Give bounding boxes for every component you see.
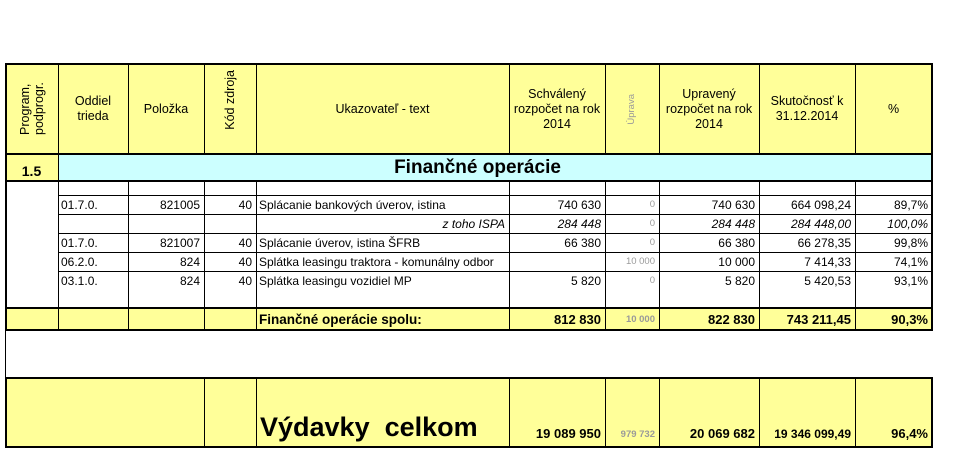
cell-polozka: 821007 [159, 235, 200, 250]
cell-skutocnost: 66 278,35 [797, 235, 851, 250]
cell-schvaleny: 5 820 [570, 273, 601, 288]
cell-skutocnost: 284 448,00 [790, 216, 851, 231]
header-uprava-label: Úprava [626, 93, 637, 125]
grid-line [5, 329, 933, 331]
header-oddiel: Oddiel trieda [74, 94, 112, 123]
grid-line [128, 64, 129, 154]
grid-line [605, 378, 606, 447]
rows-left-background [5, 181, 58, 308]
grid-line [759, 64, 760, 154]
cell-percent: 89,7% [893, 197, 928, 212]
cell-upraveny: 5 820 [724, 273, 755, 288]
header-percent: % [887, 101, 900, 116]
section-program: 1.5 [21, 162, 42, 179]
grid-line [855, 181, 856, 330]
grid-line [759, 378, 760, 447]
grid-line [931, 377, 933, 448]
grid-line [256, 64, 257, 154]
subtotal-schvaleny: 812 830 [554, 311, 601, 327]
grid-line [58, 214, 932, 215]
cell-percent: 74,1% [893, 254, 928, 269]
header-ukazovatel: Ukazovateľ - text [335, 101, 430, 116]
cell-schvaleny: 284 448 [557, 216, 601, 231]
grid-line [58, 271, 932, 272]
subtotal-upraveny: 822 830 [708, 311, 755, 327]
cell-oddiel [58, 214, 128, 233]
grid-line [509, 181, 510, 330]
grid-line [5, 377, 7, 448]
header-polozka: Položka [143, 101, 189, 116]
grid-line [58, 195, 932, 196]
total-schvaleny: 19 089 950 [535, 426, 601, 441]
cell-uprava: 0 [649, 237, 655, 248]
cell-text: Splácanie úverov, istina ŠFRB [259, 235, 421, 250]
grid-line [58, 252, 932, 253]
total-skutocnost: 19 346 099,49 [774, 427, 851, 441]
cell-upraveny: 10 000 [718, 254, 755, 269]
subtotal-percent: 90,3% [891, 311, 928, 327]
cell-text: Splátka leasingu traktora - komunálny odbor [259, 254, 494, 269]
grid-line [855, 64, 856, 154]
grid-line [659, 64, 660, 154]
total-label: Výdavky celkom [260, 412, 478, 442]
grid-line [931, 63, 933, 329]
cell-oddiel: 03.1.0. [61, 273, 98, 288]
total-upraveny: 20 069 682 [689, 426, 755, 441]
cell-polozka: 824 [179, 273, 200, 288]
cell-polozka [128, 214, 204, 233]
cell-kod: 40 [238, 235, 252, 250]
header-upraveny: Upravený rozpočet na rok 2014 [665, 86, 753, 131]
section-title: Finančné operácie [394, 156, 561, 178]
subtotal-uprava: 10 000 [625, 313, 655, 325]
cell-skutocnost: 7 414,33 [804, 254, 851, 269]
cell-kod [204, 214, 256, 233]
grid-line [5, 307, 933, 309]
grid-line [659, 378, 660, 447]
grid-line [58, 181, 59, 330]
header-kod-zdroja-label: Kód zdroja [223, 70, 237, 130]
grid-line [5, 180, 933, 182]
cell-text: Splácanie bankových úverov, istina [259, 197, 446, 212]
cell-uprava: 10 000 [625, 256, 655, 267]
cell-uprava: 0 [649, 275, 655, 286]
grid-line [855, 378, 856, 447]
grid-line [5, 153, 933, 155]
cell-kod: 40 [238, 197, 252, 212]
header-schvaleny: Schválený rozpočet na rok 2014 [513, 86, 601, 131]
cell-oddiel: 01.7.0. [61, 197, 98, 212]
header-program [5, 64, 58, 154]
grid-line [204, 181, 205, 330]
cell-polozka: 824 [179, 254, 200, 269]
grid-line [256, 181, 257, 330]
grid-line [659, 181, 660, 330]
cell-upraveny: 284 448 [711, 216, 755, 231]
grid-line [605, 181, 606, 330]
cell-percent: 93,1% [893, 273, 928, 288]
cell-skutocnost: 664 098,24 [790, 197, 851, 212]
grid-line [58, 233, 932, 234]
grid-line [204, 64, 205, 154]
cell-schvaleny [509, 252, 605, 271]
grid-line [605, 64, 606, 154]
header-kod-zdroja [204, 64, 256, 154]
subtotal-label: Finančné operácie spolu: [259, 311, 422, 327]
cell-upraveny: 66 380 [718, 235, 755, 250]
cell-schvaleny: 740 630 [557, 197, 601, 212]
cell-text: z toho ISPA [442, 216, 505, 231]
cell-oddiel: 06.2.0. [61, 254, 98, 269]
grid-line [5, 63, 933, 65]
grid-line [5, 330, 6, 378]
total-percent: 96,4% [891, 426, 928, 441]
grid-line [759, 181, 760, 330]
cell-text: Splátka leasingu vozidiel MP [259, 273, 412, 288]
grid-line [58, 154, 59, 181]
cell-upraveny: 740 630 [711, 197, 755, 212]
grid-line [509, 64, 510, 154]
grid-line [256, 378, 257, 447]
grid-line [5, 377, 933, 379]
grid-line [58, 64, 59, 154]
header-skutocnost: Skutočnosť k 31.12.2014 [770, 94, 844, 123]
cell-polozka: 821005 [159, 197, 200, 212]
cell-skutocnost: 5 420,53 [804, 273, 851, 288]
cell-percent: 99,8% [893, 235, 928, 250]
cell-uprava: 0 [649, 218, 655, 229]
cell-uprava: 0 [649, 199, 655, 210]
cell-percent: 100,0% [887, 216, 928, 231]
header-uprava [605, 64, 659, 154]
header-program-label: Program, podprogr. [17, 82, 46, 136]
grid-line [204, 378, 205, 447]
cell-kod: 40 [238, 273, 252, 288]
total-uprava: 979 732 [620, 429, 655, 440]
subtotal-skutocnost: 743 211,45 [786, 311, 851, 327]
cell-schvaleny: 66 380 [564, 235, 601, 250]
grid-line [509, 378, 510, 447]
grid-line [5, 446, 933, 448]
cell-kod: 40 [238, 254, 252, 269]
grid-line [5, 63, 7, 329]
cell-oddiel: 01.7.0. [61, 235, 98, 250]
grid-line [128, 181, 129, 330]
